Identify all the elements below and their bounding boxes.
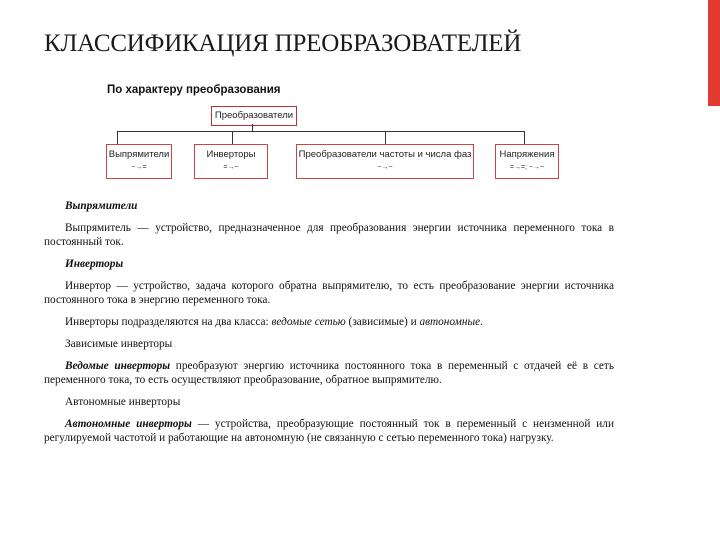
- autonomous-inverters-term: Автономные инверторы: [65, 418, 192, 431]
- driven-inverters-text: преобразуют энергию источника постоянного тока в переменный с отдачей её в сеть переменного тока, то есть осуществляют преобразование, обратное выпрямителю.: [44, 360, 614, 386]
- category-box-rectifiers: [106, 144, 172, 179]
- connector-cat-3: [385, 131, 386, 144]
- connector-cat-2: [232, 131, 233, 144]
- autonomous-inverters-definition: [44, 418, 614, 445]
- connector-root-down: [252, 124, 253, 131]
- classes-middle: (зависимые) и: [345, 315, 420, 328]
- inverter-definition: Инвертор — устройство, задача которого обратна выпрямителю, то есть преобразование энергии источника постоянного тока в энергию переменного тока.: [44, 280, 614, 306]
- driven-inverters-term: Ведомые инверторы: [65, 360, 171, 373]
- category-box-frequency: [296, 144, 474, 179]
- classes-autonomous-term: автономные: [419, 315, 481, 328]
- inverter-classes: [44, 316, 614, 330]
- slide-body: [44, 200, 614, 454]
- connector-horizontal: [117, 131, 525, 132]
- category-symbol: ~→=: [131, 164, 147, 171]
- section-heading-dependent: Зависимые инверторы: [65, 338, 173, 351]
- category-label: Напряжения: [499, 149, 555, 160]
- category-label: Выпрямители: [108, 149, 170, 160]
- section-heading-rectifiers: Выпрямители: [65, 200, 138, 212]
- diagram-heading: По характеру преобразования: [107, 84, 281, 96]
- classification-diagram: [0, 0, 720, 200]
- category-label: Преобразователи частоты и числа фаз: [298, 149, 472, 160]
- category-symbol: =→~: [223, 164, 239, 171]
- connector-cat-4: [524, 131, 525, 144]
- driven-inverters-definition: [44, 360, 614, 387]
- classes-prefix: Инверторы подразделяются на два класса:: [65, 315, 272, 328]
- category-label: Инверторы: [206, 149, 256, 160]
- autonomous-inverters-text: — устройства, преобразующие постоянный ток в переменный с неизменной или регулируемой частотой и работающие на автономную (не связанную с сетью переменного тока) нагрузку.: [44, 418, 614, 444]
- rectifier-definition: Выпрямитель — устройство, предназначенное для преобразования энергии источника переменного тока в постоянный ток.: [44, 222, 614, 248]
- classes-suffix: .: [480, 315, 483, 328]
- category-box-voltage: [495, 144, 559, 179]
- section-heading-inverters: Инверторы: [65, 257, 124, 270]
- diagram-root-box: Преобразователи: [211, 106, 297, 126]
- section-heading-autonomous: Автономные инверторы: [65, 396, 181, 409]
- classes-driven-term: ведомые сетью: [271, 315, 346, 328]
- category-box-inverters: [194, 144, 268, 179]
- category-symbol: ~→~: [377, 164, 393, 171]
- connector-cat-1: [117, 131, 118, 144]
- slide-title: КЛАССИФИКАЦИЯ ПРЕОБРАЗОВАТЕЛЕЙ: [44, 30, 522, 57]
- category-symbol: =→=; ~→~: [509, 164, 545, 171]
